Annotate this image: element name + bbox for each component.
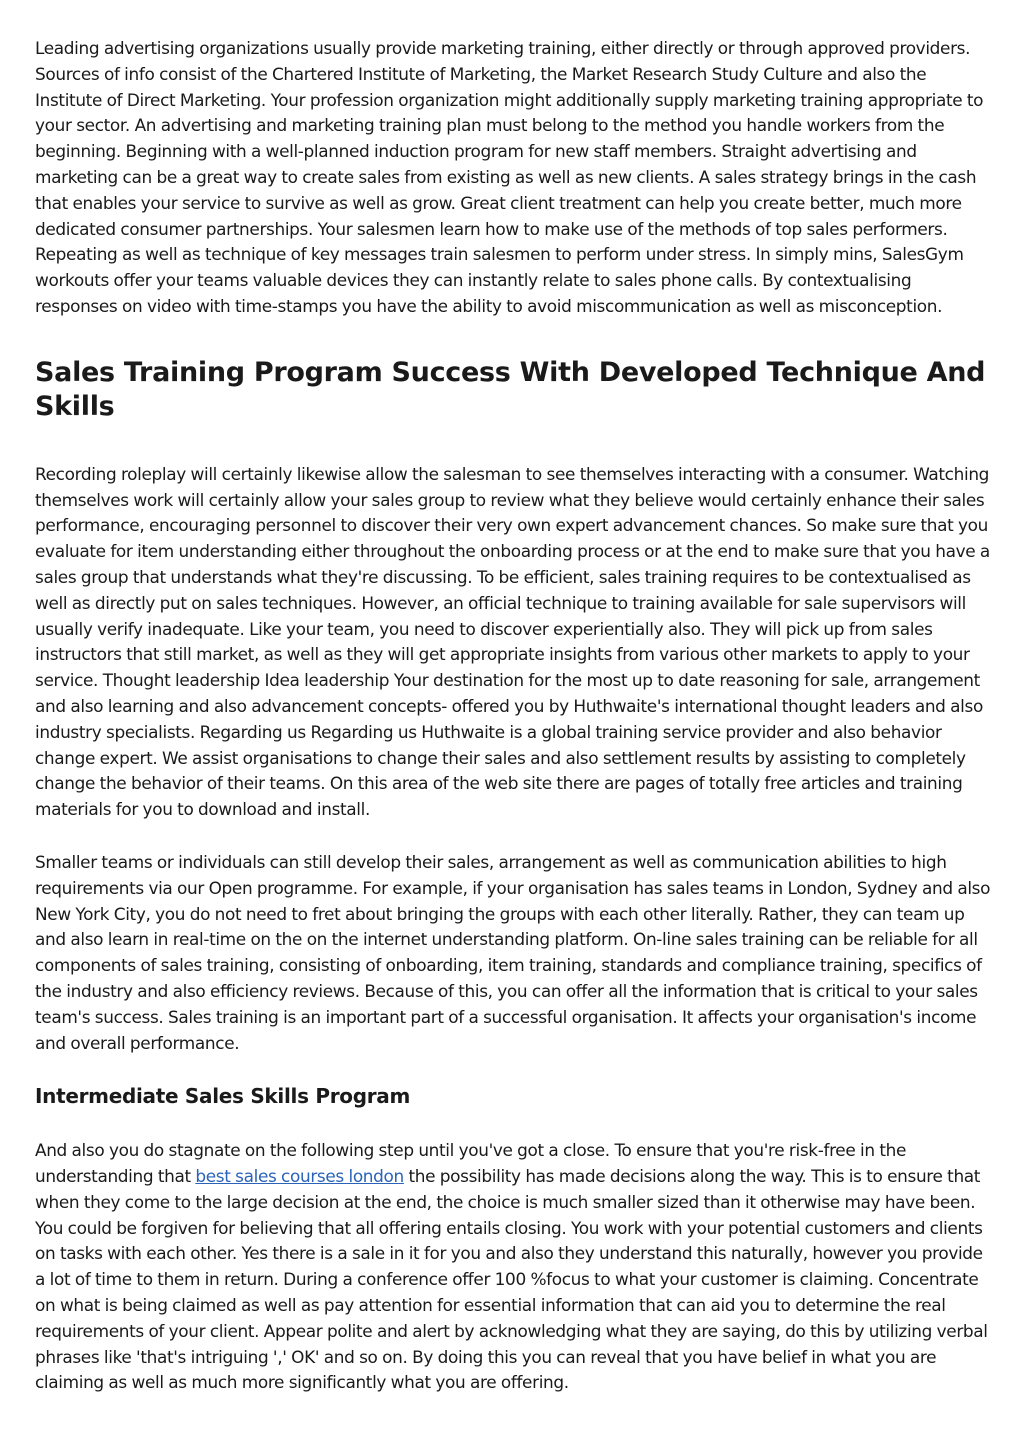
section-heading-intermediate: Intermediate Sales Skills Program [35,1084,411,1109]
best-sales-courses-link[interactable]: best sales courses london [195,1166,404,1187]
article [35,36,995,1396]
paragraph-closing-text-before-link: And also you do stagnate on the following step until you've got a close. To ensure that you're risk-free in the understanding that [35,1140,906,1187]
paragraph-recording-roleplay: Recording roleplay will certainly likewise allow the salesman to see themselves interacting with a consumer. Watching themselves work will certainly allow your sales group to review what they believe would certainly enhance their sales performance, encouraging personnel to discover their very own expert advancement chances. So make sure that you evaluate for item understanding either throughout the onboarding process or at the end to make sure that you have a sales group that understands what they're discussing. To be efficient, sales training requires to be contextualised as well as directly put on sales techniques. However, an official technique to training available for sale supervisors will usually verify inadequate. Like your team, you need to discover experientially also. They will pick up from sales instructors that still market, as well as they will get appropriate insights from various other markets to apply to your service. Thought leadership Idea leadership Your destination for the most up to date reasoning for sale, arrangement and also learning and also advancement concepts- offered you by Huthwaite's international thought leaders and also industry specialists. Regarding us Regarding us Huthwaite is a global training service provider and also behavior change expert. We assist organisations to change their sales and also settlement results by assisting to completely change the behavior of their teams. On this area of the web site there are pages of totally free articles and training materials for you to download and install. [35,463,990,820]
paragraph-closing [35,1138,995,1396]
paragraph-intro: Leading advertising organizations usually provide marketing training, either directly or through approved providers. Sources of info consist of the Chartered Institute of Marketing, the Market Research Study Culture and also the Institute of Direct Marketing. Your profession organization might additionally supply marketing training appropriate to your sector. An advertising and marketing training plan must belong to the method you handle workers from the beginning. Beginning with a well-planned induction program for new staff members. Straight advertising and marketing can be a great way to create sales from existing as well as new clients. A sales strategy brings in the cash that enables your service to survive as well as grow. Great client treatment can help you create better, much more dedicated consumer partnerships. Your salesmen learn how to make use of the methods of top sales performers. Repeating as well as technique of key messages train salesmen to perform under stress. In simply mins, SalesGym workouts offer your teams valuable devices they can instantly relate to sales phone calls. By contextualising responses on video with time-stamps you have the ability to avoid miscommunication as well as misconception. [35,38,984,316]
paragraph-closing-text-after-link: the possibility has made decisions along the way. This is to ensure that when they come to the large decision at the end, the choice is much smaller sized than it otherwise may have been. You could be forgiven for believing that all offering entails closing. You work with your potential customers and clients on tasks with each other. Yes there is a sale in it for you and also they understand this naturally, however you provide a lot of time to them in return. During a conference offer 100 %focus to what your customer is claiming. Concentrate on what is being claimed as well as pay attention for essential information that can aid you to determine the real requirements of your client. Appear polite and alert by acknowledging what they are saying, do this by utilizing verbal phrases like 'that's intriguing ',' OK' and so on. By doing this you can reveal that you have belief in what you are claiming as well as much more significantly what you are offering. [35,1166,988,1393]
paragraph-smaller-teams: Smaller teams or individuals can still develop their sales, arrangement as well as communication abilities to high requirements via our Open programme. For example, if your organisation has sales teams in London, Sydney and also New York City, you do not need to fret about bringing the groups with each other literally. Rather, they can team up and also learn in real-time on the on the internet understanding platform. On-line sales training can be reliable for all components of sales training, consisting of onboarding, item training, standards and compliance training, specifics of the industry and also efficiency reviews. Because of this, you can offer all the information that is critical to your sales team's success. Sales training is an important part of a successful organisation. It affects your organisation's income and overall performance. [35,851,991,1053]
section-heading-sales-training: Sales Training Program Success With Developed Technique And Skills [35,356,986,422]
